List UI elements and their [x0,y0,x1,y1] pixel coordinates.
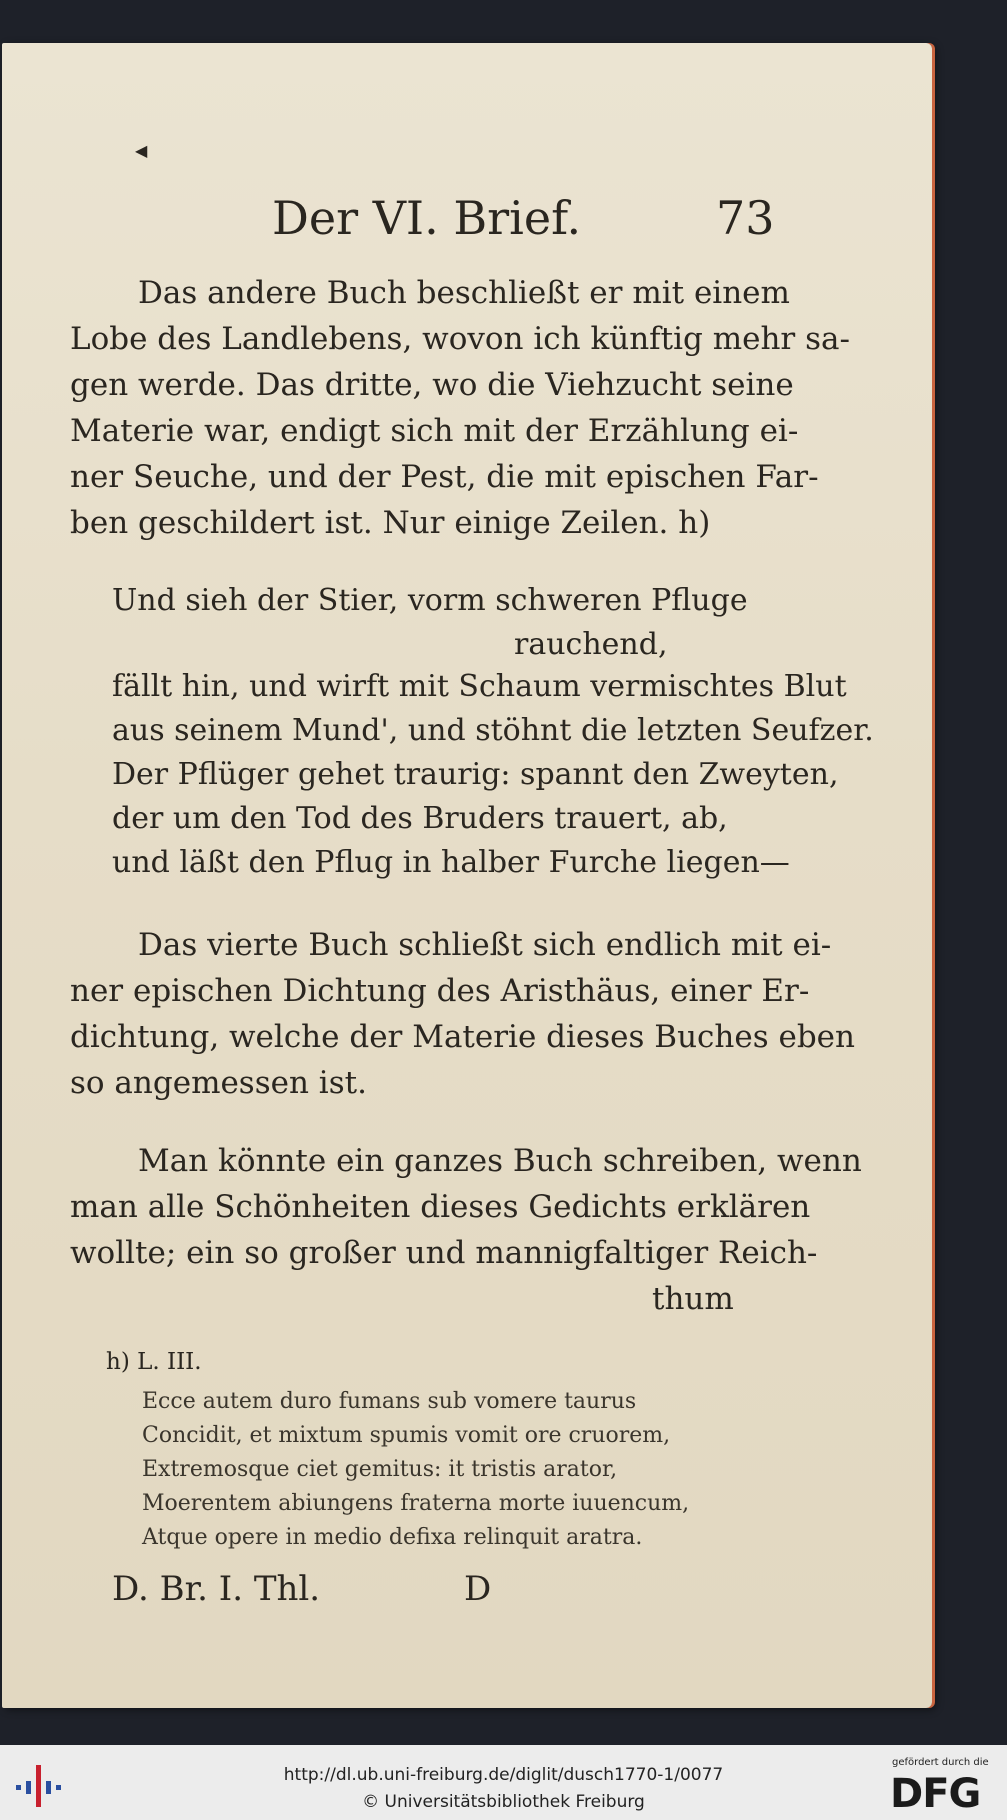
footnote-line: Extremosque ciet gemitus: it tristis arator, [142,1457,618,1482]
poem-line: Und sieh der Stier, vorm schweren Pfluge [112,583,748,618]
text-line: Das vierte Buch schließt sich endlich mit ei- [138,927,832,963]
footnote-line: Moerentem abiungens fraterna morte iuuencum, [142,1491,690,1516]
poem-line: aus seinem Mund', und stöhnt die letzten Seufzer. [112,713,874,748]
footnote-line: Atque opere in medio defixa relinquit aratra. [142,1525,643,1550]
signature-mark: D. Br. I. Thl. [112,1569,321,1609]
page-number: 73 [716,191,775,245]
text-line: Materie war, endigt sich mit der Erzählung ei- [70,413,799,449]
footnote-line: Ecce autem duro fumans sub vomere taurus [142,1389,637,1414]
text-line: ner Seuche, und der Pest, die mit epischen Far- [70,459,819,495]
page-url-link[interactable]: http://dl.ub.uni-freiburg.de/diglit/dusch1770-1/0077 [283,1765,724,1785]
poem-line: der um den Tod des Bruders trauert, ab, [112,801,728,836]
running-head: Der VI. Brief. [272,191,582,245]
text-line: dichtung, welche der Materie dieses Buches eben [70,1019,855,1055]
printer-mark: ◀ [135,141,148,160]
text-line: Lobe des Landlebens, wovon ich künftig mehr sa- [70,321,850,357]
text-line: Man könnte ein ganzes Buch schreiben, wenn [138,1143,862,1179]
viewer-footer [0,1745,1007,1820]
text-line: ner epischen Dichtung des Aristhäus, einer Er- [70,973,810,1009]
dfg-logo: DFG [890,1771,981,1817]
poem-line: und läßt den Pflug in halber Furche liegen— [112,845,790,880]
text-line: Das andere Buch beschließt er mit einem [138,275,790,311]
text-line: man alle Schönheiten dieses Gedichts erklären [70,1189,811,1225]
catchword: thum [652,1281,734,1317]
footnote-line: Concidit, et mixtum spumis vomit ore cruorem, [142,1423,671,1448]
poem-line: rauchend, [514,627,668,662]
funding-caption: gefördert durch die [892,1757,989,1768]
poem-line: Der Pflüger gehet traurig: spannt den Zweyten, [112,757,839,792]
text-line: so angemessen ist. [70,1065,367,1101]
text-line: wollte; ein so großer und mannigfaltiger Reich- [70,1235,818,1271]
book-page [2,43,932,1708]
text-line: gen werde. Das dritte, wo die Viehzucht seine [70,367,794,403]
signature-letter: D [464,1569,492,1609]
text-line: ben geschildert ist. Nur einige Zeilen. h) [70,505,711,541]
footnote-label: h) L. III. [106,1349,202,1375]
copyright-notice: © Universitätsbibliothek Freiburg [362,1792,645,1812]
poem-line: fällt hin, und wirft mit Schaum vermischtes Blut [112,669,847,704]
